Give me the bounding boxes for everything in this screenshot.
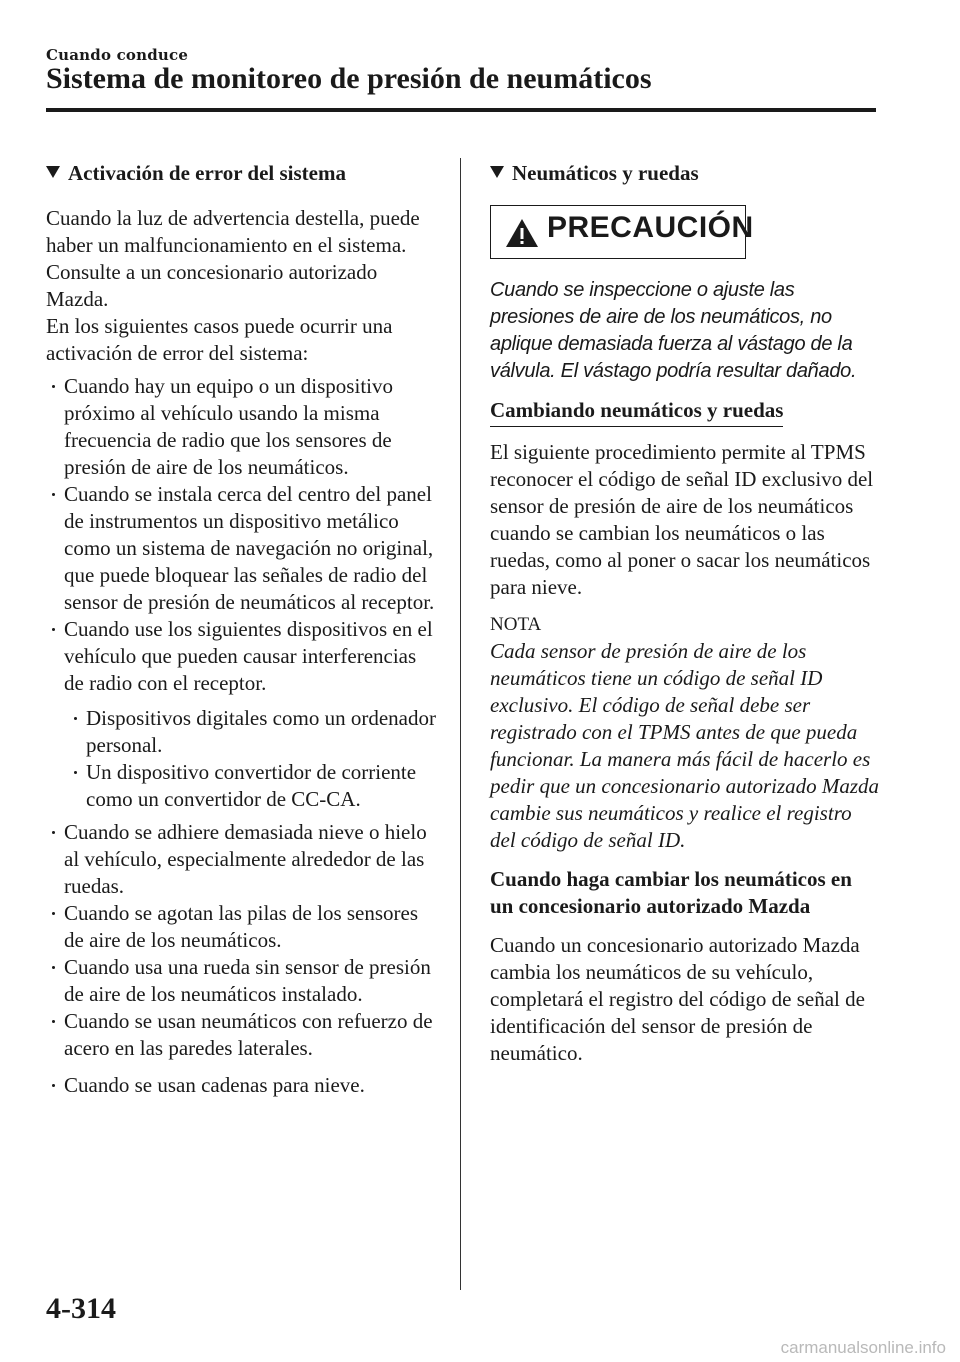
section-heading-text: Neumáticos y ruedas xyxy=(512,161,699,185)
header-divider xyxy=(46,108,876,112)
paragraph: Cuando un concesionario autorizado Mazda cambia los neumáticos de su vehículo, completará el registro del código de señal de identificación del sensor de presión de neumático. xyxy=(490,933,865,1065)
caution-box xyxy=(490,205,754,259)
note-text: Cada sensor de presión de aire de los neumáticos tiene un código de señal ID exclusivo. El código de señal debe ser registrado con el TPMS antes de que pueda funcionar. La manera más fácil de hacerlo es pedir que un concesionario autorizado Mazda cambie sus neumáticos y realice el registro del código de señal ID. xyxy=(490,639,880,852)
section-label: Cuando conduce xyxy=(46,46,189,64)
list-item: Cuando se adhiere demasiada nieve o hielo al vehículo, especialmente alrededor de las ruedas. xyxy=(46,819,441,900)
watermark: carmanualsonline.info xyxy=(780,1338,946,1357)
paragraph: En los siguientes casos puede ocurrir una activación de error del sistema: xyxy=(46,314,393,365)
list-item: Cuando se usan neumáticos con refuerzo de acero en las paredes laterales. xyxy=(46,1008,441,1062)
page-number: 4-314 xyxy=(46,1292,116,1325)
list-item: Dispositivos digitales como un ordenador personal. xyxy=(68,705,441,759)
triangle-down-icon xyxy=(490,166,504,178)
list-item: Cuando usa una rueda sin sensor de presión de aire de los neumáticos instalado. xyxy=(46,954,441,1008)
bold-heading: Cuando haga cambiar los neumáticos en un concesionario autorizado Mazda xyxy=(490,867,852,918)
bullet-list xyxy=(46,819,441,1099)
column-divider xyxy=(460,158,461,1290)
section-heading-text: Activación de error del sistema xyxy=(68,161,346,185)
triangle-down-icon xyxy=(46,166,60,178)
list-item: Cuando use los siguientes dispositivos en el vehículo que pueden causar interferencias de radio con el receptor. xyxy=(46,616,441,697)
page-title: Sistema de monitoreo de presión de neumáticos xyxy=(46,62,652,95)
left-column xyxy=(46,160,441,1099)
list-item: Un dispositivo convertidor de corriente como un convertidor de CC-CA. xyxy=(68,759,441,813)
warning-icon xyxy=(505,218,539,248)
paragraph: El siguiente procedimiento permite al TPMS reconocer el código de señal ID exclusivo del sensor de presión de aire de los neumáticos cuando se cambian los neumáticos o las ruedas, como al poner o sacar los neumáticos para nieve. xyxy=(490,440,874,599)
caution-text: Cuando se inspeccione o ajuste las presiones de aire de los neumáticos, no aplique demasiada fuerza al vástago de la válvula. El vástago podría resultar dañado. xyxy=(490,279,857,382)
right-column xyxy=(490,160,880,1067)
list-item: Cuando se agotan las pilas de los sensores de aire de los neumáticos. xyxy=(46,900,441,954)
paragraph: Cuando la luz de advertencia destella, puede haber un malfuncionamiento en el sistema. Consulte a un concesionario autorizado Mazda. xyxy=(46,206,420,311)
subsection-heading: Cambiando neumáticos y ruedas xyxy=(490,397,783,427)
caution-label: PRECAUCIÓN xyxy=(547,211,754,244)
list-item: Cuando se usan cadenas para nieve. xyxy=(46,1072,441,1099)
list-item: Cuando hay un equipo o un dispositivo próximo al vehículo usando la misma frecuencia de radio que los sensores de presión de aire de los neumáticos. xyxy=(46,373,441,481)
note-label: NOTA xyxy=(490,614,542,635)
section-heading-tires-wheels xyxy=(490,160,880,187)
section-heading-system-error xyxy=(46,160,441,187)
bullet-list xyxy=(46,373,441,697)
sub-bullet-list xyxy=(46,705,441,813)
list-item: Cuando se instala cerca del centro del panel de instrumentos un dispositivo metálico como un sistema de navegación no original, que puede bloquear las señales de radio del sensor de presión de neumáticos al receptor. xyxy=(46,481,441,616)
